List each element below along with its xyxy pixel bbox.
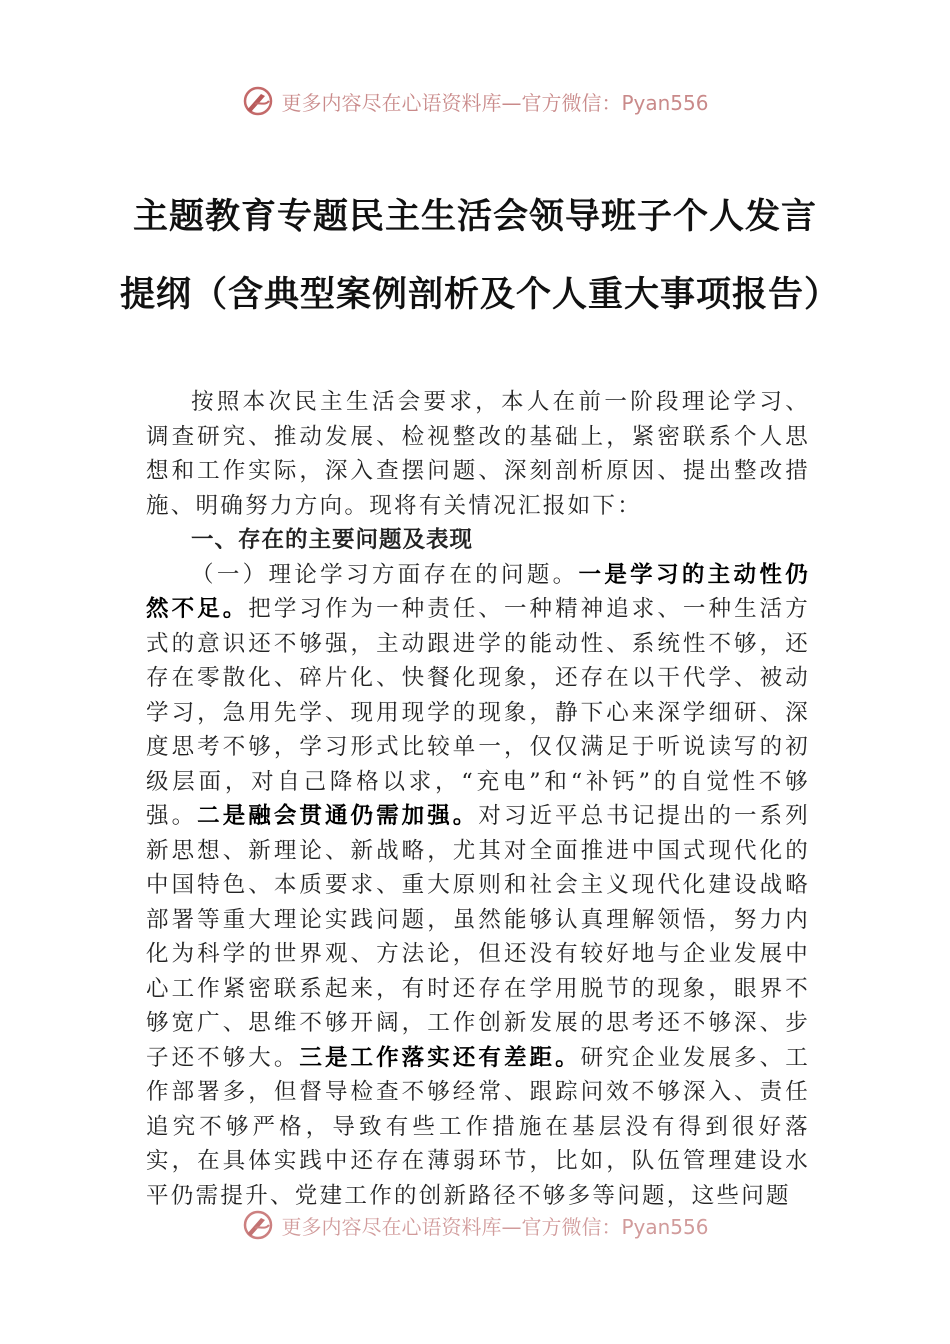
subsection-heading: （一）理论学习方面存在的问题。: [191, 561, 579, 588]
watermark-footer: [0, 1208, 950, 1242]
document-title: 主题教育专题民主生活会领导班子个人发言提纲（含典型案例剖析及个人重大事项报告）: [120, 196, 841, 315]
intro-paragraph: 按照本次民主生活会要求，本人在前一阶段理论学习、调查研究、推动发展、检视整改的基础上，紧密联系个人思想和工作实际，深入查摆问题、深刻剖析原因、提出整改措施、明确努力方向。现将有关情况汇报如下：: [146, 389, 810, 519]
watermark-logo-icon: [241, 1208, 275, 1242]
watermark-text: 更多内容尽在心语资料库—官方微信：Pyan556: [281, 90, 709, 115]
body-paragraph: [146, 558, 810, 1214]
point-title: 二是融会贯通仍需加强。: [197, 803, 479, 829]
watermark-header: [0, 84, 950, 118]
point-body: 对习近平总书记提出的一系列新思想、新理论、新战略，尤其对全面推进中国式现代化的中国特色、本质要求、重大原则和社会主义现代化建设战略部署等重大理论实践问题，虽然能够认真理解领悟，努力内化为科学的世界观、方法论，但还没有较好地与企业发展中心工作紧密联系起来，有时还存在学用脱节的现象，眼界不够宽广、思维不够开阔，工作创新发展的思考还不够深、步子还不够大。: [146, 803, 810, 1071]
section-heading: 一、存在的主要问题及表现: [191, 527, 474, 553]
point-body: 把学习作为一种责任、一种精神追求、一种生活方式的意识还不够强，主动跟进学的能动性、系统性不够，还存在零散化、碎片化、快餐化现象，还存在以干代学、被动学习，急用先学、现用现学的现象，静下心来深学细研、深度思考不够，学习形式比较单一，仅仅满足于听说读写的初级层面，对自己降格以求，“充电”和“补钙”的自觉性不够强。: [146, 596, 810, 829]
document-body: [146, 385, 810, 1213]
watermark-text: 更多内容尽在心语资料库—官方微信：Pyan556: [281, 1214, 709, 1239]
point-title: 一是学习的主动性仍然不足。: [146, 561, 810, 622]
point-body: 研究企业发展多、工作部署多，但督导检查不够经常、跟踪问效不够深入、责任追究不够严格，导致有些工作措施在基层没有得到很好落实，在具体实践中还存在薄弱环节，比如，队伍管理建设水平仍需提升、党建工作的创新路径不够多等问题，这些问题: [146, 1044, 810, 1209]
watermark-logo-icon: [241, 84, 275, 118]
point-title: 三是工作落实还有差距。: [299, 1044, 581, 1071]
